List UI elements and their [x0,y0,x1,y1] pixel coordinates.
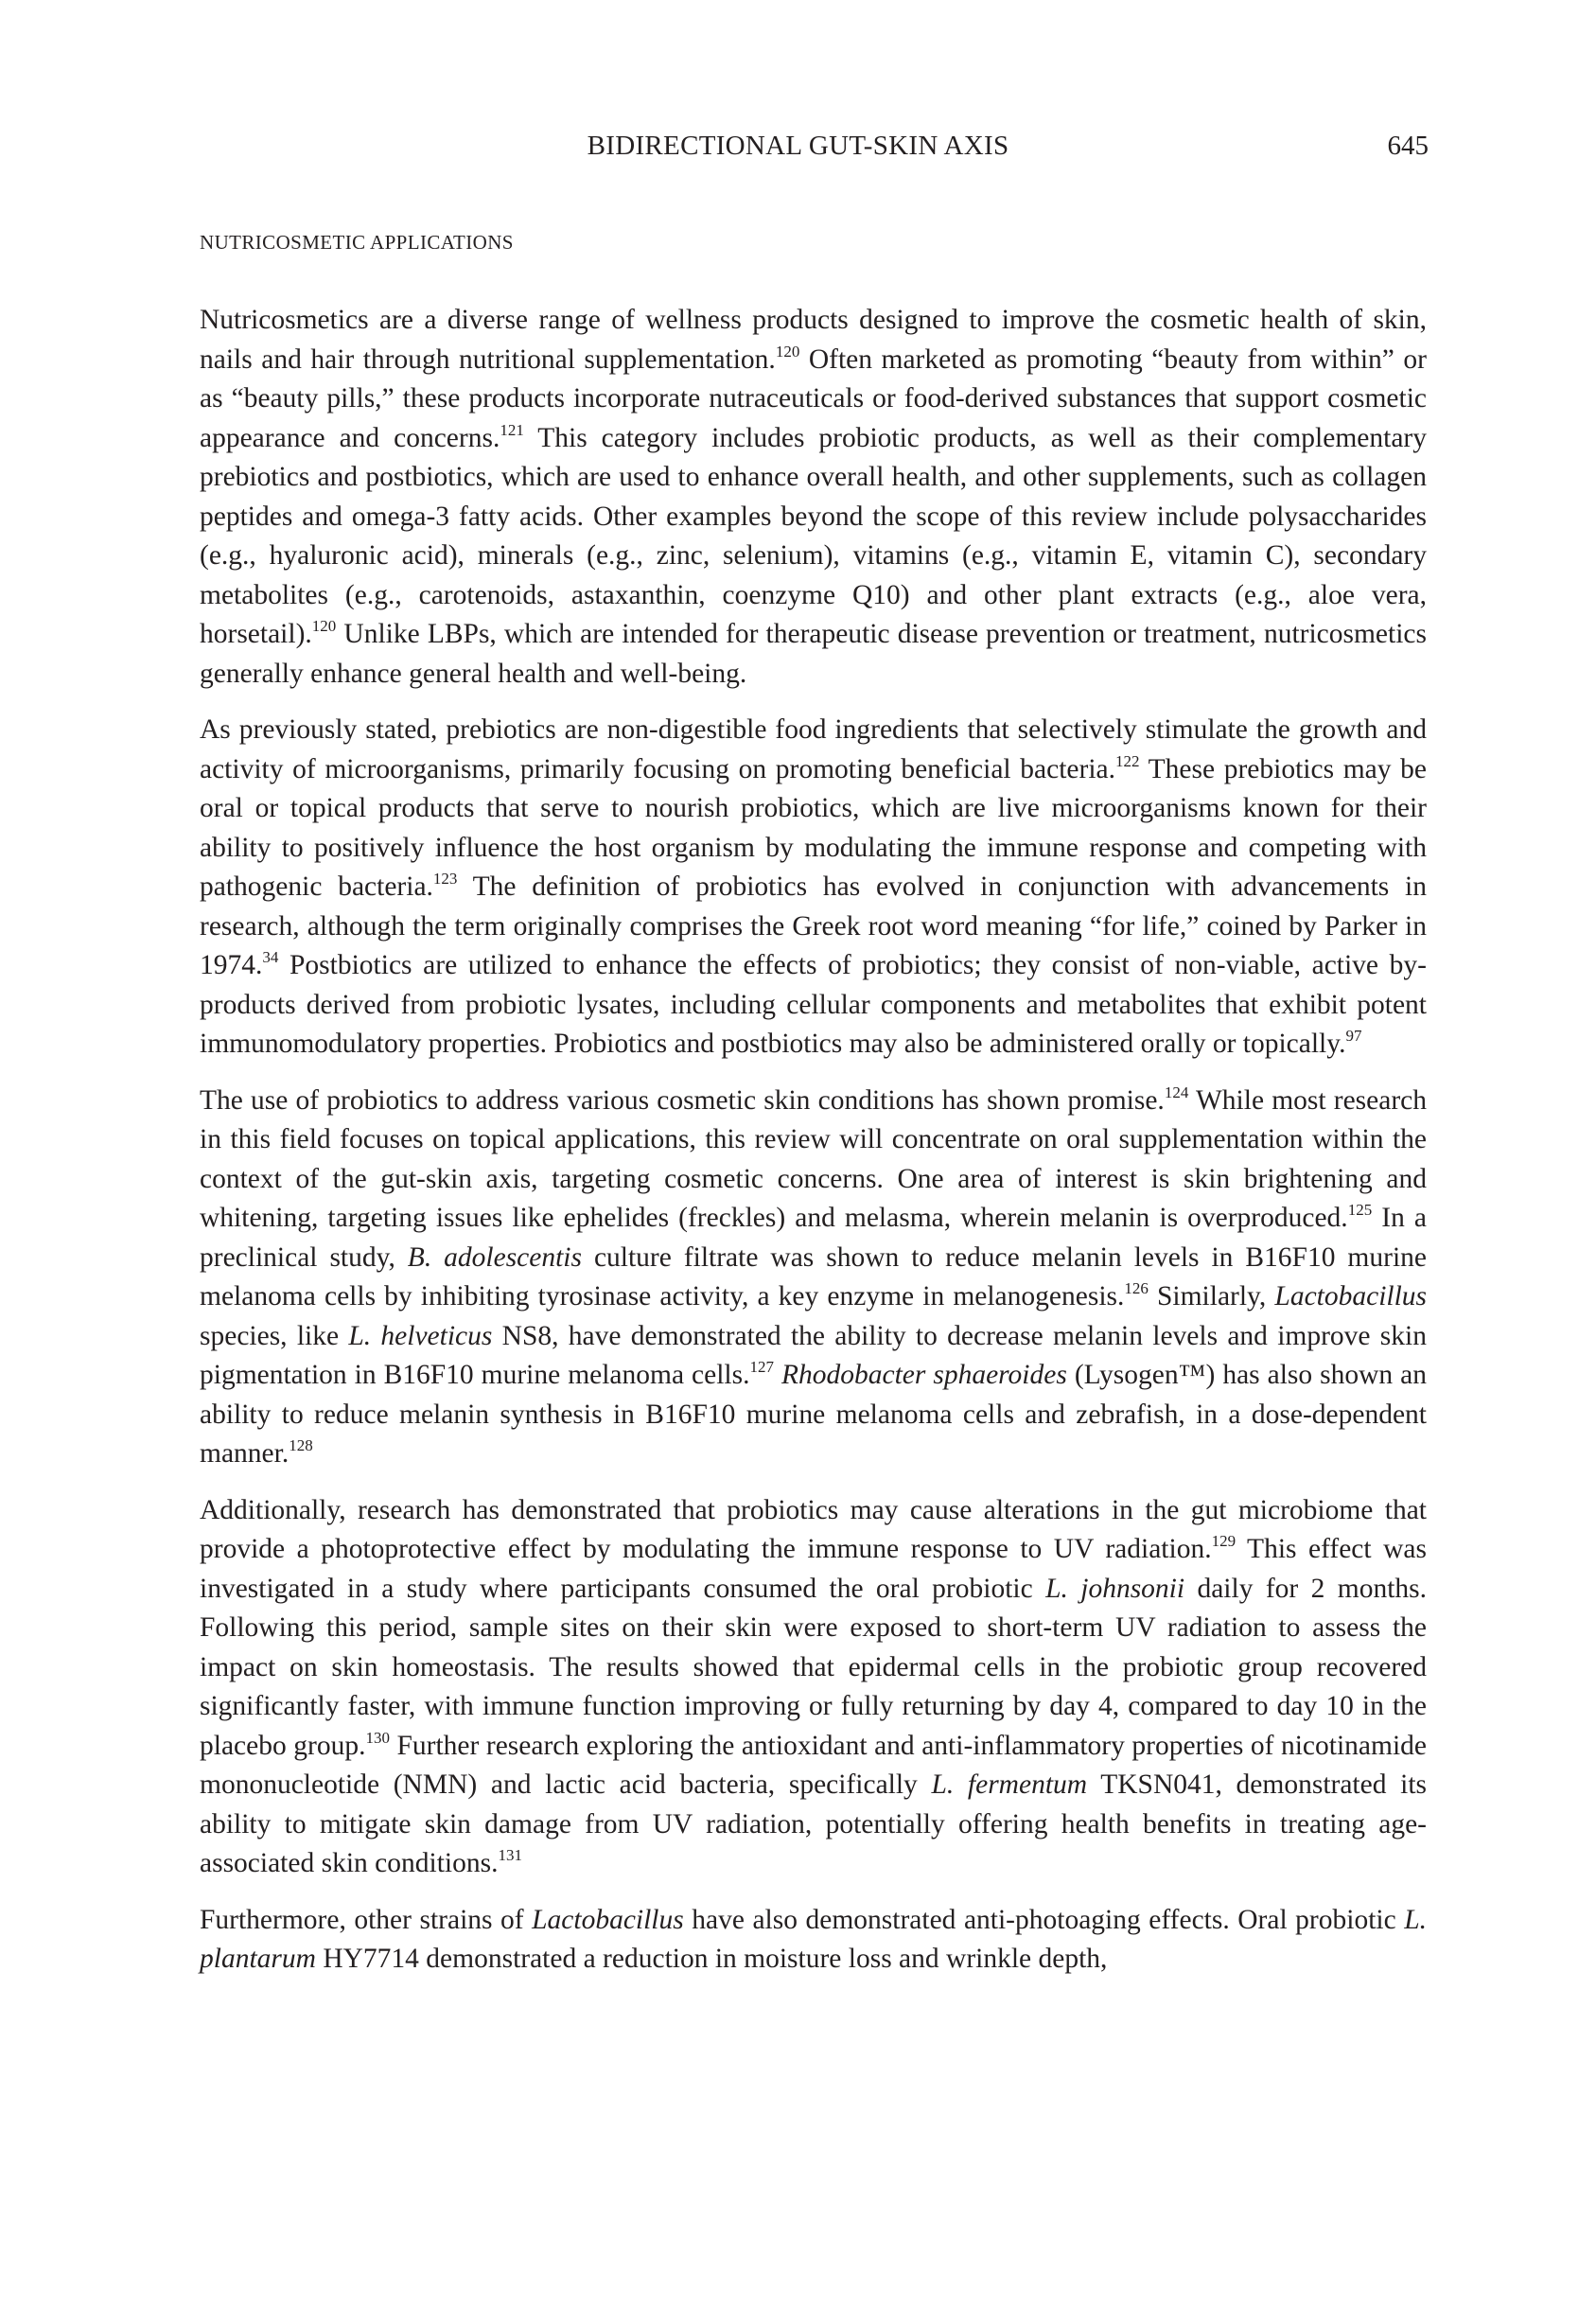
species-name: Lactobacillus [532,1904,684,1935]
citation-ref: 130 [365,1728,390,1747]
species-name: L. johnsonii [1045,1573,1185,1604]
species-name: B. adolescentis [407,1241,582,1273]
running-head [0,131,1596,168]
paragraph-anti-photoaging: Furthermore, other strains of Lactobacillus have also demonstrated anti-photoaging effects. Oral probiotic L. plantarum HY7714 demonstrated a reduction in moisture loss and wrinkle depth, [200,1904,1427,1974]
citation-ref: 121 [500,420,524,439]
citation-ref: 124 [1164,1083,1189,1101]
citation-ref: 34 [262,948,279,966]
running-title: BIDIRECTIONAL GUT-SKIN AXIS [587,131,1009,161]
species-name: L. helveticus [348,1320,493,1351]
section-heading: NUTRICOSMETIC APPLICATIONS [200,231,514,254]
citation-ref: 127 [749,1358,774,1376]
page-number: 645 [1387,131,1429,161]
citation-ref: 122 [1115,751,1140,770]
citation-ref: 131 [498,1846,522,1864]
species-name: Lactobacillus [1274,1281,1428,1311]
paragraph-prebiotics-probiotics: As previously stated, prebiotics are non-digestible food ingredients that selectively stimulate the growth and activity of microorganisms, primarily focusing on promoting beneficial bacteria.$^{122}$ These prebiotics may be oral or topical products that serve to nourish probiotics, which are live microorganisms known for their ability to positively influence the host organism by modulating the immune response and competing with pathogenic bacteria.$^{123}$ The definition of probiotics has evolved in conjunction with advancements in research, although the term originally comprises the Greek root word meaning “for life,” coined by Parker in 1974.34 Postbiotics are utilized to enhance the effects of probiotics; they consist of non-viable, active by-products derived from probiotic lysates, including cellular components and metabolites that exhibit potent immunomodulatory properties. Probiotics and postbiotics may also be administered orally or topically.$^{97}$ [200,714,1427,1059]
citation-ref: 120 [775,342,800,361]
citation-ref: 120 [311,617,337,635]
citation-ref: 129 [1211,1532,1236,1550]
paragraph-nutricosmetics-intro: Nutricosmetics are a diverse range of wellness products designed to improve the cosmetic health of skin, nails and hair through nutritional supplementation.$^{120}$ Often marketed as promoting “beauty from within” or as “beauty pills,” these products incorporate nutraceuticals or food-derived substances that support cosmetic appearance and concerns.$^{121}$ This category includes probiotic products, as well as their complementary prebiotics and postbiotics, which are used to enhance overall health, and other supplements, such as collagen peptides and omega-3 fatty acids. Other examples beyond the scope of this review include polysaccharides (e.g., hyaluronic acid), minerals (e.g., zinc, selenium), vitamins (e.g., vitamin E, vitamin C), secondary metabolites (e.g., carotenoids, astaxanthin, coenzyme Q10) and other plant extracts (e.g., aloe vera, horsetail).$^{120}$ Unlike LBPs, which are intended for therapeutic disease prevention or treatment, nutricosmetics generally enhance general health and well-being. [200,305,1427,689]
body-text [200,301,1427,1997]
citation-ref: 123 [432,870,458,888]
species-name: L. fermentum [931,1769,1088,1800]
species-name: Rhodobacter sphaeroides [780,1360,1067,1390]
citation-ref: 128 [289,1436,313,1454]
species-name: L. plantarum [200,1904,1427,1974]
citation-ref: 126 [1124,1279,1149,1297]
paragraph-photoprotection: Additionally, research has demonstrated that probiotics may cause alterations in the gut microbiome that provide a photoprotective effect by modulating the immune response to UV radiation.$^{129}$ This effect was investigated in a study where participants consumed the oral probiotic L. johnsonii daily for 2 months. Following this period, sample sites on their skin were exposed to short-term UV radiation to assess the impact on skin homeostasis. The results showed that epidermal cells in the probiotic group recovered significantly faster, with immune function improving or fully returning by day 4, compared to day 10 in the placebo group.$^{130}$ Further research exploring the antioxidant and anti-inflammatory properties of nicotinamide mononucleotide (NMN) and lactic acid bacteria, specifically L. fermentum TKSN041, demonstrated its ability to mitigate skin damage from UV radiation, potentially offering health benefits in treating age-associated skin conditions.$^{131}$ [200,1494,1428,1878]
citation-ref: 125 [1347,1201,1373,1219]
citation-ref: 97 [1345,1027,1362,1045]
paragraph-skin-brightening: The use of probiotics to address various cosmetic skin conditions has shown promise.$^{124}$ While most research in this field focuses on topical applications, this review will concentrate on oral supplementation within the context of the gut-skin axis, targeting cosmetic concerns. One area of interest is skin brightening and whitening, targeting issues like ephelides (freckles) and melasma, wherein melanin is overproduced.$^{125}$ In a preclinical study, B. adolescentis culture filtrate was shown to reduce melanin levels in B16F10 murine melanoma cells by inhibiting tyrosinase activity, a key enzyme in melanogenesis.$^{126}$ Similarly, Lactobacillus species, like L. helveticus NS8, have demonstrated the ability to decrease melanin levels and improve skin pigmentation in B16F10 murine melanoma cells.$^{127}$ Rhodobacter sphaeroides (Lysogen™) has also shown an ability to reduce melanin synthesis in B16F10 murine melanoma cells and zebrafish, in a dose-dependent manner.$^{128}$ [200,1083,1428,1469]
